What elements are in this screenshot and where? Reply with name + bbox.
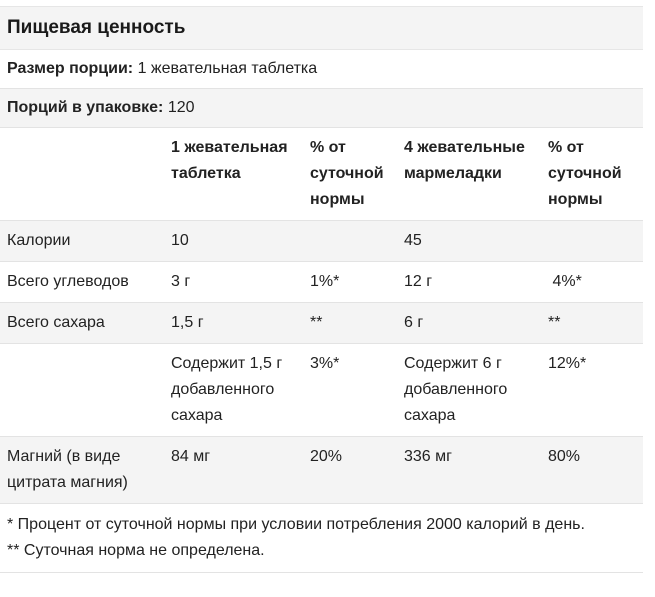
table-cell: ** [548, 314, 561, 331]
table-cell [310, 221, 404, 261]
table-cell: ** [310, 314, 323, 331]
header-cell: % от суточной нормы [310, 139, 384, 208]
header-cell: 4 жевательные мармеладки [404, 139, 525, 182]
footnote: * Процент от суточной нормы при условии потребления 2000 калорий в день. [7, 516, 585, 533]
table-cell: 3 г [171, 273, 191, 290]
table-cell: 10 [171, 232, 189, 249]
table-cell: 20% [310, 448, 343, 465]
table-cell: 12%* [548, 355, 587, 372]
table-cell: 336 мг [404, 448, 452, 465]
header-cell: 1 жевательная таблетка [171, 139, 288, 182]
table-cell: 12 г [404, 273, 433, 290]
table-cell: 3%* [310, 355, 340, 372]
serving-size-row [0, 50, 643, 89]
table-cell: Всего сахара [7, 314, 105, 331]
table-cell: 45 [404, 232, 422, 249]
table-cell: Магний (в виде цитрата магния) [7, 448, 128, 491]
servings-per-pack-row [0, 89, 643, 128]
table-cell: Содержит 1,5 г добавленного сахара [171, 355, 283, 424]
table-cell: Калории [7, 232, 71, 249]
title-bar [0, 6, 643, 50]
table-row [0, 437, 643, 504]
table-cell: 4%* [548, 273, 582, 290]
table-cell: 84 мг [171, 448, 211, 465]
serving-size-label: Размер порции: [7, 60, 134, 77]
table-cell: 80% [548, 448, 581, 465]
header-cell: % от суточной нормы [548, 139, 622, 208]
table-cell: 6 г [404, 314, 424, 331]
serving-size-value: 1 жевательная таблетка [137, 60, 318, 77]
table-row [0, 344, 643, 437]
footnote: ** Суточная норма не определена. [7, 542, 265, 559]
table-cell: 1%* [310, 273, 340, 290]
table-cell [548, 221, 643, 261]
footnotes [0, 504, 643, 573]
table-cell: Содержит 6 г добавленного сахара [404, 355, 508, 424]
table-cell: Всего углеводов [7, 273, 129, 290]
servings-per-pack-label: Порций в упаковке: [7, 99, 164, 116]
table-header [0, 128, 643, 221]
table-cell: 1,5 г [171, 314, 204, 331]
page-title: Пищевая ценность [7, 17, 186, 38]
table-row [0, 221, 643, 262]
servings-per-pack-value: 120 [167, 99, 195, 116]
header-cell [0, 128, 171, 220]
table-row [0, 262, 643, 303]
table-row [0, 303, 643, 344]
table-cell [0, 344, 171, 436]
